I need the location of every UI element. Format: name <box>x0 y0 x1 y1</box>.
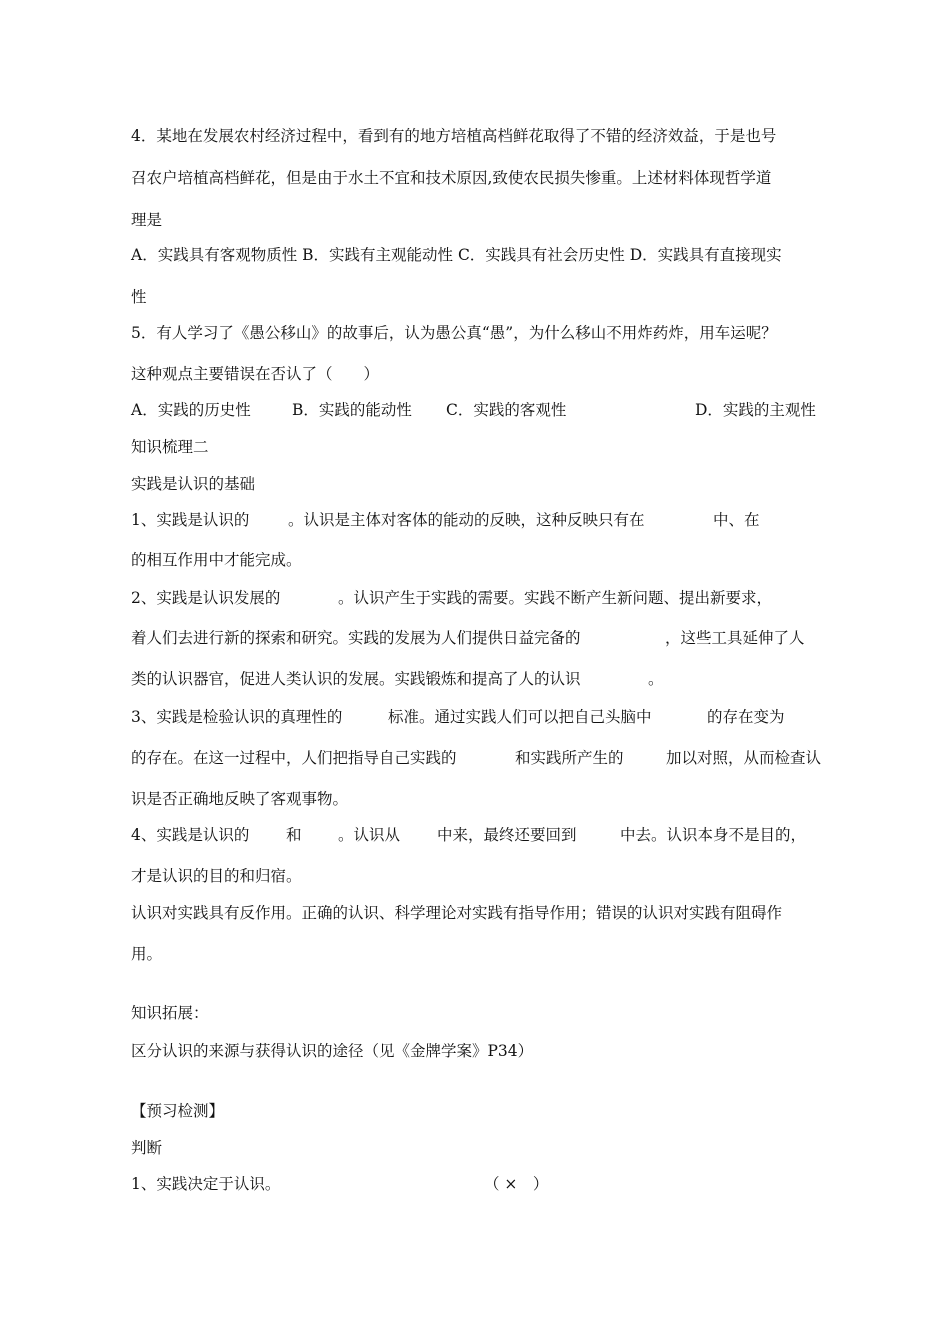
item2-part-b: 。认识产生于实践的需要。实践不断产生新问题、提出新要求， <box>338 589 773 607</box>
item4-part-e: 中去。认识本身不是目的， <box>620 826 807 844</box>
judgment-q1-text: 1、实践决定于认识。 <box>131 1175 281 1193</box>
item3-line-2a: 的存在。在这一过程中，人们把指导自己实践的 <box>131 749 457 767</box>
item3-line-3: 识是否正确地反映了客观事物。 <box>131 790 349 808</box>
q5-option-a: A．实践的历史性 <box>131 401 251 419</box>
q4-line-3: 理是 <box>131 211 163 229</box>
item1-part-c: 中、在 <box>713 511 760 529</box>
item2-part-a: 2、实践是认识发展的 <box>131 589 281 607</box>
q4-line-2: 召农户培植高档鲜花，但是由于水土不宜和技术原因,致使农民损失惨重。上述材料体现哲学道 <box>131 169 772 187</box>
item3-part-a: 3、实践是检验认识的真理性的 <box>131 708 343 726</box>
section-heading: 知识梳理二 <box>131 438 209 456</box>
preview-subheading: 判断 <box>131 1139 163 1157</box>
item1-line-2: 的相互作用中才能完成。 <box>131 551 302 569</box>
judgment-q1-answer: （ × ） <box>484 1175 549 1193</box>
preview-heading: 【预习检测】 <box>131 1102 225 1120</box>
item4-part-c: 。认识从 <box>338 826 401 844</box>
item1-part-b: 。认识是主体对客体的能动的反映，这种反映只有在 <box>288 511 645 529</box>
extension-heading: 知识拓展： <box>131 1004 209 1022</box>
item2-line-3a: 类的认识器官，促进人类认识的发展。实践锻炼和提高了人的认识 <box>131 670 581 688</box>
item2-line-2a: 着人们去进行新的探索和研究。实践的发展为人们提供日益完备的 <box>131 629 581 647</box>
item3-part-b: 标准。通过实践人们可以把自己头脑中 <box>388 708 652 726</box>
q5-option-b: B．实践的能动性 <box>292 401 412 419</box>
q5-line-2: 这种观点主要错误在否认了（ ） <box>131 365 380 383</box>
item3-part-c: 的存在变为 <box>707 708 785 726</box>
reaction-line-2: 用。 <box>131 945 163 963</box>
item2-line-3b: 。 <box>648 670 664 688</box>
item2-line-2b: ，这些工具延伸了人 <box>665 629 805 647</box>
q4-options: A．实践具有客观物质性 B．实践有主观能动性 C．实践具有社会历史性 D．实践具有直接现实 <box>131 246 782 264</box>
item1-part-a: 1、实践是认识的 <box>131 511 250 529</box>
section-subheading: 实践是认识的基础 <box>131 475 256 493</box>
item4-part-d: 中来，最终还要回到 <box>437 826 577 844</box>
item3-line-2b: 和实践所产生的 <box>515 749 624 767</box>
extension-text: 区分认识的来源与获得认识的途径（见《金牌学案》P34） <box>131 1042 534 1060</box>
reaction-line-1: 认识对实践具有反作用。正确的认识、科学理论对实践有指导作用；错误的认识对实践有阻碍作 <box>131 904 783 922</box>
item4-part-a: 4、实践是认识的 <box>131 826 250 844</box>
item4-part-b: 和 <box>286 826 302 844</box>
q5-option-d: D．实践的主观性 <box>695 401 816 419</box>
item3-line-2c: 加以对照，从而检查认 <box>666 749 822 767</box>
q5-option-c: C．实践的客观性 <box>446 401 567 419</box>
item4-line-2: 才是认识的目的和归宿。 <box>131 867 302 885</box>
q4-options-continued: 性 <box>131 288 147 306</box>
q4-line-1: 4．某地在发展农村经济过程中，看到有的地方培植高档鲜花取得了不错的经济效益，于是也号 <box>131 127 777 145</box>
q5-line-1: 5．有人学习了《愚公移山》的故事后，认为愚公真“愚”，为什么移山不用炸药炸，用车运呢？ <box>131 324 777 342</box>
